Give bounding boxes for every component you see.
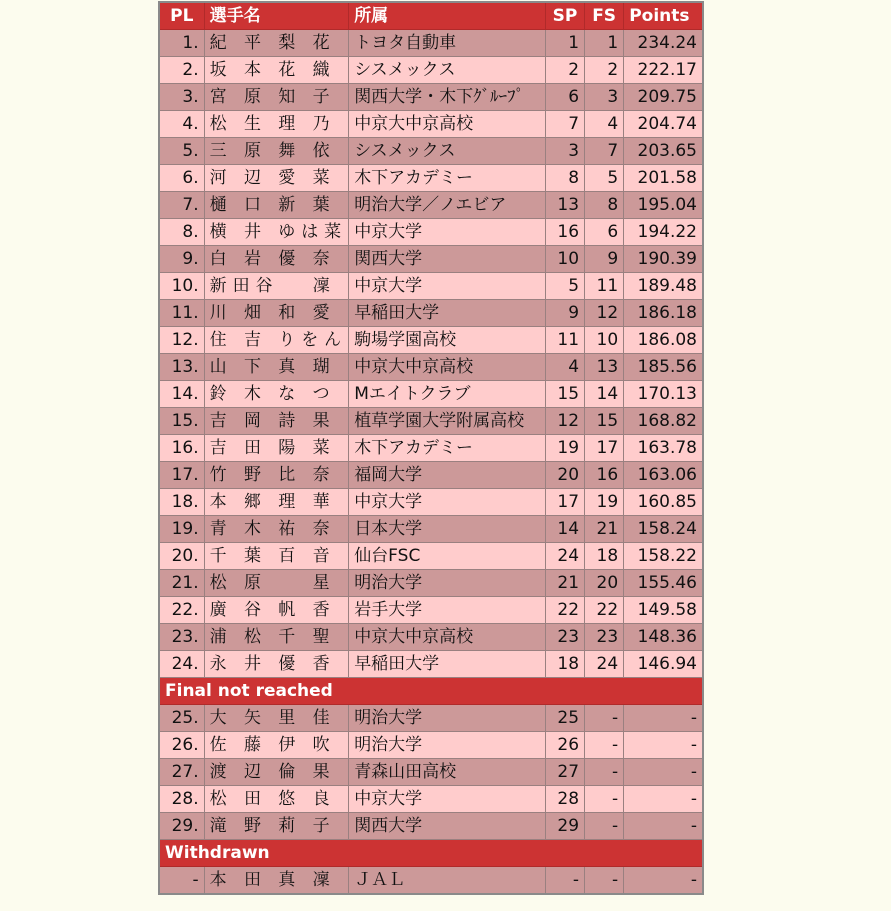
table-row [159, 273, 703, 300]
table-row [159, 192, 703, 219]
skater-name-cell: 吉 岡 詩 果 [204, 408, 349, 435]
fs-rank-cell: 4 [585, 111, 624, 138]
header-club: 所属 [349, 2, 546, 30]
points-cell: 204.74 [624, 111, 703, 138]
skater-name-cell: 河 辺 愛 菜 [204, 165, 349, 192]
header-sp: SP [545, 2, 584, 30]
placement-cell: 21. [159, 570, 204, 597]
sp-rank-cell: 3 [545, 138, 584, 165]
table-row [159, 138, 703, 165]
skater-name-cell: 住 吉 りをん [204, 327, 349, 354]
table-row [159, 57, 703, 84]
table-body [159, 30, 703, 895]
fs-rank-cell: 21 [585, 516, 624, 543]
club-cell: ＪＡＬ [349, 867, 546, 895]
club-cell: 明治大学 [349, 732, 546, 759]
placement-cell: 18. [159, 489, 204, 516]
placement-cell: 22. [159, 597, 204, 624]
table-row [159, 759, 703, 786]
points-cell: 163.06 [624, 462, 703, 489]
points-cell: 186.08 [624, 327, 703, 354]
skater-name-cell: 永 井 優 香 [204, 651, 349, 678]
table-row [159, 597, 703, 624]
sp-rank-cell: 13 [545, 192, 584, 219]
club-cell: シスメックス [349, 138, 546, 165]
fs-rank-cell: - [585, 867, 624, 895]
points-cell: 189.48 [624, 273, 703, 300]
fs-rank-cell: 10 [585, 327, 624, 354]
table-row [159, 381, 703, 408]
skater-name-cell: 川 畑 和 愛 [204, 300, 349, 327]
placement-cell: 6. [159, 165, 204, 192]
skater-name-cell: 本 田 真 凜 [204, 867, 349, 895]
skater-name-cell: 佐 藤 伊 吹 [204, 732, 349, 759]
table-row [159, 543, 703, 570]
skater-name-cell: 竹 野 比 奈 [204, 462, 349, 489]
fs-rank-cell: 11 [585, 273, 624, 300]
placement-cell: 25. [159, 705, 204, 732]
skater-name-cell: 浦 松 千 聖 [204, 624, 349, 651]
club-cell: 日本大学 [349, 516, 546, 543]
sp-rank-cell: 29 [545, 813, 584, 840]
skater-name-cell: 青 木 祐 奈 [204, 516, 349, 543]
club-cell: 早稲田大学 [349, 651, 546, 678]
club-cell: 明治大学 [349, 570, 546, 597]
table-row [159, 651, 703, 678]
points-cell: 203.65 [624, 138, 703, 165]
skater-name-cell: 坂 本 花 織 [204, 57, 349, 84]
club-cell: Mエイトクラブ [349, 381, 546, 408]
club-cell: 中京大学 [349, 786, 546, 813]
placement-cell: - [159, 867, 204, 895]
club-cell: 福岡大学 [349, 462, 546, 489]
fs-rank-cell: 2 [585, 57, 624, 84]
fs-rank-cell: 3 [585, 84, 624, 111]
placement-cell: 26. [159, 732, 204, 759]
sp-rank-cell: 11 [545, 327, 584, 354]
club-cell: 中京大中京高校 [349, 354, 546, 381]
table-row [159, 246, 703, 273]
points-cell: - [624, 867, 703, 895]
fs-rank-cell: 22 [585, 597, 624, 624]
club-cell: 中京大学 [349, 219, 546, 246]
table-row [159, 111, 703, 138]
club-cell: シスメックス [349, 57, 546, 84]
skater-name-cell: 松 原 星 [204, 570, 349, 597]
club-cell: 中京大中京高校 [349, 624, 546, 651]
sp-rank-cell: 20 [545, 462, 584, 489]
placement-cell: 14. [159, 381, 204, 408]
sp-rank-cell: 7 [545, 111, 584, 138]
skater-name-cell: 三 原 舞 依 [204, 138, 349, 165]
points-cell: 194.22 [624, 219, 703, 246]
sp-rank-cell: 16 [545, 219, 584, 246]
points-cell: 222.17 [624, 57, 703, 84]
skater-name-cell: 山 下 真 瑚 [204, 354, 349, 381]
skater-name-cell: 樋 口 新 葉 [204, 192, 349, 219]
sp-rank-cell: 18 [545, 651, 584, 678]
club-cell: 木下アカデミー [349, 435, 546, 462]
placement-cell: 2. [159, 57, 204, 84]
sp-rank-cell: 25 [545, 705, 584, 732]
club-cell: トヨタ自動車 [349, 30, 546, 57]
fs-rank-cell: - [585, 732, 624, 759]
sp-rank-cell: 2 [545, 57, 584, 84]
fs-rank-cell: - [585, 759, 624, 786]
sp-rank-cell: 15 [545, 381, 584, 408]
placement-cell: 29. [159, 813, 204, 840]
skater-name-cell: 紀 平 梨 花 [204, 30, 349, 57]
placement-cell: 10. [159, 273, 204, 300]
fs-rank-cell: 13 [585, 354, 624, 381]
club-cell: 駒場学園高校 [349, 327, 546, 354]
fs-rank-cell: 20 [585, 570, 624, 597]
table-row [159, 165, 703, 192]
club-cell: 関西大学 [349, 813, 546, 840]
sp-rank-cell: 28 [545, 786, 584, 813]
fs-rank-cell: 14 [585, 381, 624, 408]
results-container [158, 1, 704, 895]
placement-cell: 27. [159, 759, 204, 786]
points-cell: 163.78 [624, 435, 703, 462]
points-cell: 146.94 [624, 651, 703, 678]
header-pl: PL [159, 2, 204, 30]
fs-rank-cell: - [585, 786, 624, 813]
header-fs: FS [585, 2, 624, 30]
table-row [159, 30, 703, 57]
table-row [159, 300, 703, 327]
points-cell: 148.36 [624, 624, 703, 651]
placement-cell: 12. [159, 327, 204, 354]
fs-rank-cell: 7 [585, 138, 624, 165]
skater-name-cell: 白 岩 優 奈 [204, 246, 349, 273]
skater-name-cell: 吉 田 陽 菜 [204, 435, 349, 462]
points-cell: 190.39 [624, 246, 703, 273]
points-cell: - [624, 759, 703, 786]
points-cell: 209.75 [624, 84, 703, 111]
placement-cell: 5. [159, 138, 204, 165]
club-cell: 青森山田高校 [349, 759, 546, 786]
placement-cell: 28. [159, 786, 204, 813]
points-cell: - [624, 732, 703, 759]
table-row [159, 408, 703, 435]
sp-rank-cell: 24 [545, 543, 584, 570]
header-name: 選手名 [204, 2, 349, 30]
sp-rank-cell: 27 [545, 759, 584, 786]
placement-cell: 19. [159, 516, 204, 543]
fs-rank-cell: - [585, 813, 624, 840]
club-cell: 岩手大学 [349, 597, 546, 624]
sp-rank-cell: 26 [545, 732, 584, 759]
sp-rank-cell: 22 [545, 597, 584, 624]
sp-rank-cell: 6 [545, 84, 584, 111]
club-cell: 関西大学 [349, 246, 546, 273]
placement-cell: 17. [159, 462, 204, 489]
fs-rank-cell: 1 [585, 30, 624, 57]
skater-name-cell: 千 葉 百 音 [204, 543, 349, 570]
fs-rank-cell: 19 [585, 489, 624, 516]
club-cell: 明治大学／ノエビア [349, 192, 546, 219]
points-cell: 168.82 [624, 408, 703, 435]
points-cell: 185.56 [624, 354, 703, 381]
skater-name-cell: 松 生 理 乃 [204, 111, 349, 138]
fs-rank-cell: 24 [585, 651, 624, 678]
sp-rank-cell: 1 [545, 30, 584, 57]
section-withdrawn [159, 840, 703, 867]
placement-cell: 3. [159, 84, 204, 111]
points-cell: 195.04 [624, 192, 703, 219]
placement-cell: 15. [159, 408, 204, 435]
header-points: Points [624, 2, 703, 30]
fs-rank-cell: 18 [585, 543, 624, 570]
skater-name-cell: 新田谷 凜 [204, 273, 349, 300]
fs-rank-cell: 12 [585, 300, 624, 327]
fs-rank-cell: 16 [585, 462, 624, 489]
points-cell: 155.46 [624, 570, 703, 597]
points-cell: 149.58 [624, 597, 703, 624]
table-row [159, 732, 703, 759]
fs-rank-cell: 8 [585, 192, 624, 219]
sp-rank-cell: 21 [545, 570, 584, 597]
table-row [159, 786, 703, 813]
table-row [159, 462, 703, 489]
table-row [159, 354, 703, 381]
sp-rank-cell: - [545, 867, 584, 895]
fs-rank-cell: 6 [585, 219, 624, 246]
placement-cell: 7. [159, 192, 204, 219]
table-row [159, 570, 703, 597]
table-row [159, 489, 703, 516]
placement-cell: 23. [159, 624, 204, 651]
sp-rank-cell: 8 [545, 165, 584, 192]
club-cell: 中京大学 [349, 273, 546, 300]
club-cell: 早稲田大学 [349, 300, 546, 327]
sp-rank-cell: 4 [545, 354, 584, 381]
club-cell: 仙台FSC [349, 543, 546, 570]
fs-rank-cell: 17 [585, 435, 624, 462]
placement-cell: 24. [159, 651, 204, 678]
table-row [159, 867, 703, 895]
table-row [159, 813, 703, 840]
table-row [159, 219, 703, 246]
points-cell: 158.22 [624, 543, 703, 570]
fs-rank-cell: 9 [585, 246, 624, 273]
placement-cell: 11. [159, 300, 204, 327]
club-cell: 植草学園大学附属高校 [349, 408, 546, 435]
club-cell: 中京大学 [349, 489, 546, 516]
skater-name-cell: 松 田 悠 良 [204, 786, 349, 813]
section-final-not-reached-label: Final not reached [159, 678, 703, 705]
table-row [159, 624, 703, 651]
points-cell: 158.24 [624, 516, 703, 543]
club-cell: 明治大学 [349, 705, 546, 732]
table-row [159, 435, 703, 462]
points-cell: - [624, 813, 703, 840]
club-cell: 中京大中京高校 [349, 111, 546, 138]
results-table [158, 1, 704, 895]
sp-rank-cell: 19 [545, 435, 584, 462]
sp-rank-cell: 17 [545, 489, 584, 516]
placement-cell: 8. [159, 219, 204, 246]
skater-name-cell: 鈴 木 な つ [204, 381, 349, 408]
placement-cell: 16. [159, 435, 204, 462]
skater-name-cell: 渡 辺 倫 果 [204, 759, 349, 786]
sp-rank-cell: 23 [545, 624, 584, 651]
points-cell: - [624, 786, 703, 813]
placement-cell: 13. [159, 354, 204, 381]
header-row [159, 2, 703, 30]
club-cell: 関西大学・木下ｸﾞﾙｰﾌﾟ [349, 84, 546, 111]
points-cell: 160.85 [624, 489, 703, 516]
points-cell: 201.58 [624, 165, 703, 192]
points-cell: 170.13 [624, 381, 703, 408]
skater-name-cell: 本 郷 理 華 [204, 489, 349, 516]
placement-cell: 4. [159, 111, 204, 138]
fs-rank-cell: 23 [585, 624, 624, 651]
sp-rank-cell: 10 [545, 246, 584, 273]
placement-cell: 1. [159, 30, 204, 57]
table-row [159, 516, 703, 543]
points-cell: 234.24 [624, 30, 703, 57]
section-final-not-reached [159, 678, 703, 705]
section-withdrawn-label: Withdrawn [159, 840, 703, 867]
placement-cell: 20. [159, 543, 204, 570]
fs-rank-cell: 15 [585, 408, 624, 435]
sp-rank-cell: 14 [545, 516, 584, 543]
table-row [159, 705, 703, 732]
skater-name-cell: 宮 原 知 子 [204, 84, 349, 111]
sp-rank-cell: 9 [545, 300, 584, 327]
skater-name-cell: 大 矢 里 佳 [204, 705, 349, 732]
table-row [159, 84, 703, 111]
fs-rank-cell: 5 [585, 165, 624, 192]
skater-name-cell: 横 井 ゆは菜 [204, 219, 349, 246]
table-header [159, 2, 703, 30]
table-row [159, 327, 703, 354]
skater-name-cell: 滝 野 莉 子 [204, 813, 349, 840]
points-cell: 186.18 [624, 300, 703, 327]
placement-cell: 9. [159, 246, 204, 273]
sp-rank-cell: 12 [545, 408, 584, 435]
skater-name-cell: 廣 谷 帆 香 [204, 597, 349, 624]
points-cell: - [624, 705, 703, 732]
fs-rank-cell: - [585, 705, 624, 732]
club-cell: 木下アカデミー [349, 165, 546, 192]
sp-rank-cell: 5 [545, 273, 584, 300]
